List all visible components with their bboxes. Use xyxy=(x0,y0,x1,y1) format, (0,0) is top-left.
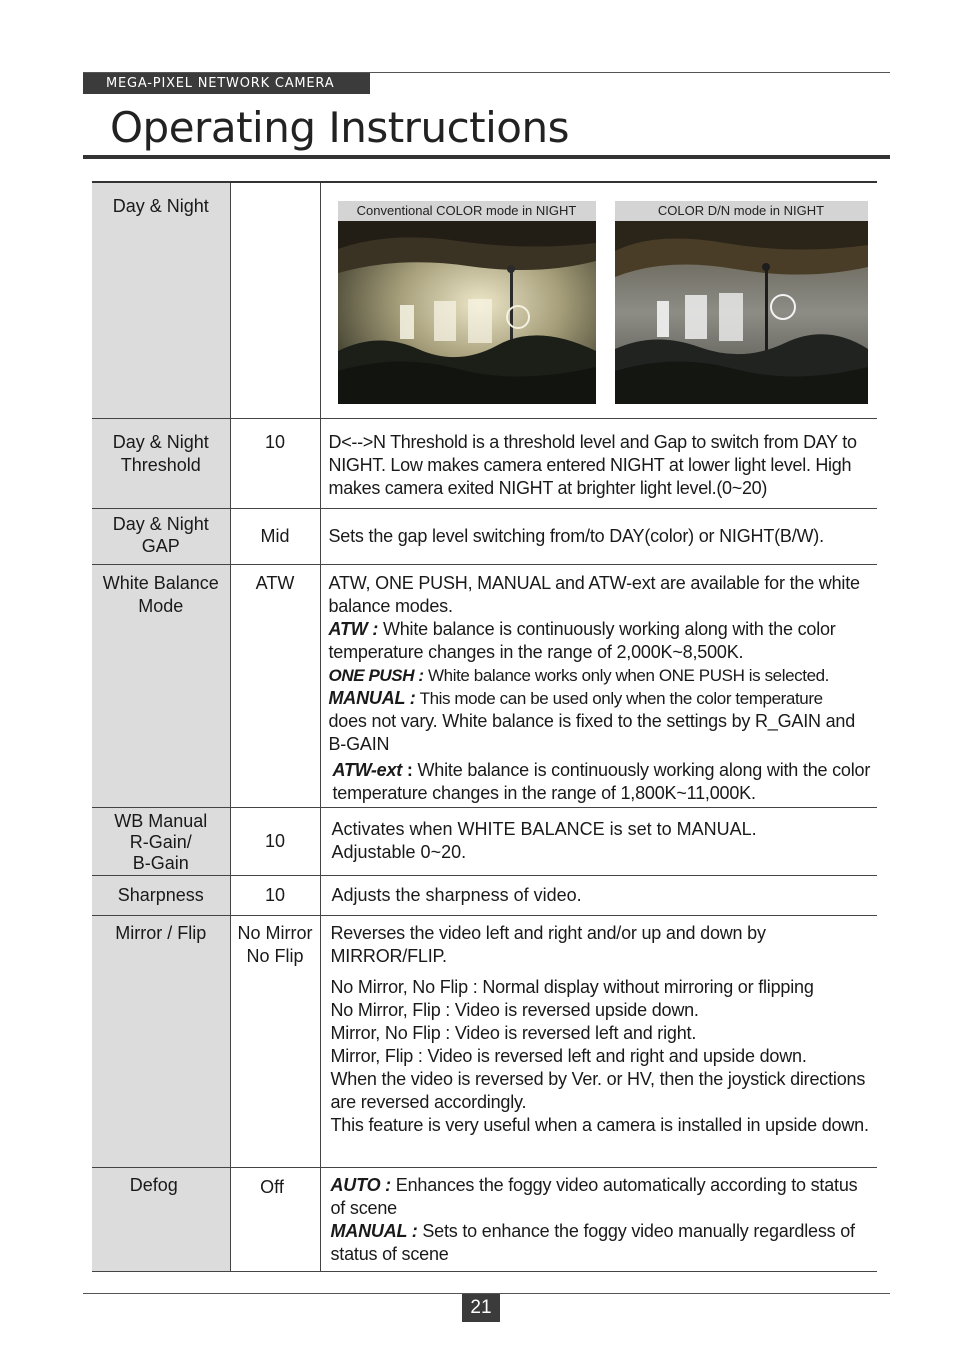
setting-description xyxy=(320,182,877,418)
product-tag: MEGA-PIXEL NETWORK CAMERA xyxy=(83,73,370,94)
description-text: does not vary. White balance is fixed to the settings by R_GAIN and B-GAIN xyxy=(328,710,856,754)
mode-label: MANUAL : xyxy=(330,1220,418,1241)
table-row xyxy=(92,875,877,915)
setting-name xyxy=(92,418,230,508)
description-text: Reverses the video left and right and/or up and down by MIRROR/FLIP. xyxy=(330,922,766,966)
description-text: White balance works only when ONE PUSH is selected. xyxy=(423,665,830,685)
setting-value-text: 10 xyxy=(264,431,286,452)
description-text: This feature is very useful when a camera is installed in upside down. xyxy=(330,1114,869,1135)
setting-name xyxy=(92,875,230,915)
setting-name xyxy=(92,807,230,875)
setting-name xyxy=(92,915,230,1167)
description-text: Mirror, No Flip : Video is reversed left and right. xyxy=(330,1022,697,1043)
setting-name-line: B-Gain xyxy=(132,852,189,873)
table-row xyxy=(92,1167,877,1271)
onepush-description xyxy=(329,664,874,687)
setting-name-line: Threshold xyxy=(120,454,201,475)
table-row xyxy=(92,182,877,418)
setting-name-text: Day & Night xyxy=(112,196,209,216)
setting-value-text: Off xyxy=(260,1176,284,1197)
setting-name-line: WB Manual xyxy=(114,810,208,831)
setting-name-line: Day & Night xyxy=(112,431,209,452)
description-text: Enhances the foggy video automatically according to status of scene xyxy=(330,1174,858,1218)
auto-description xyxy=(331,1174,874,1220)
page-number: 21 xyxy=(462,1294,500,1322)
setting-name xyxy=(92,1167,230,1271)
setting-description xyxy=(320,564,877,807)
setting-value xyxy=(230,1167,320,1271)
setting-name xyxy=(92,564,230,807)
setting-name xyxy=(92,182,230,418)
conventional-night-image xyxy=(338,201,596,404)
setting-value-text: Mid xyxy=(260,525,290,546)
description-text: Sets to enhance the foggy video manually regardless of status of scene xyxy=(330,1220,855,1264)
setting-name-line: GAP xyxy=(141,535,180,556)
setting-description xyxy=(320,418,877,508)
description-text: ATW, ONE PUSH, MANUAL and ATW-ext are available for the white balance modes. xyxy=(328,572,860,616)
mode-label: ATW : xyxy=(328,618,379,639)
setting-name-line: R-Gain/ xyxy=(129,831,192,852)
night-photo-conventional xyxy=(338,221,596,404)
setting-value-line: No Mirror xyxy=(237,922,313,943)
setting-value xyxy=(230,564,320,807)
description-text: Mirror, Flip : Video is reversed left and right and upside down. xyxy=(330,1045,807,1066)
setting-value-text: 10 xyxy=(264,830,286,851)
settings-table xyxy=(92,181,877,1272)
setting-name-line: Day & Night xyxy=(112,513,209,534)
description-text: White balance is continuously working along with the color temperature changes in the range of 1,800K~11,000K. xyxy=(332,759,871,803)
setting-name-line: White Balance xyxy=(102,572,219,593)
image-caption: Conventional COLOR mode in NIGHT xyxy=(338,201,596,221)
manual-description xyxy=(331,1220,874,1266)
setting-description xyxy=(320,875,877,915)
description-text: Activates when WHITE BALANCE is set to MANUAL. xyxy=(331,819,757,839)
setting-description xyxy=(320,508,877,564)
description-text: Adjusts the sharpness of video. xyxy=(331,884,582,905)
description-text: No Mirror, No Flip : Normal display without mirroring or flipping xyxy=(330,976,814,997)
table-row xyxy=(92,508,877,564)
setting-name-line: Mode xyxy=(138,595,184,616)
setting-value-line: No Flip xyxy=(246,945,304,966)
image-caption: COLOR D/N mode in NIGHT xyxy=(615,201,868,221)
setting-description xyxy=(320,915,877,1167)
setting-value-text: 10 xyxy=(264,884,286,905)
description-text: Sets the gap level switching from/to DAY(color) or NIGHT(B/W). xyxy=(328,525,824,546)
description-text: Adjustable 0~20. xyxy=(331,842,467,862)
setting-value xyxy=(230,915,320,1167)
description-text: D<-->N Threshold is a threshold level and Gap to switch from DAY to NIGHT. Low makes camera entered NIGHT at lower light level. High makes camera exited NIGHT at brighter light level.(0~20) xyxy=(328,431,857,498)
label-colon: : xyxy=(402,759,413,780)
setting-name-text: Sharpness xyxy=(117,884,204,905)
mode-label: AUTO : xyxy=(330,1174,391,1195)
setting-value xyxy=(230,508,320,564)
page-title: Operating Instructions xyxy=(110,103,569,152)
description-text: When the video is reversed by Ver. or HV, then the joystick directions are reversed accordingly. xyxy=(330,1068,866,1112)
setting-name xyxy=(92,508,230,564)
setting-value xyxy=(230,418,320,508)
setting-value xyxy=(230,807,320,875)
night-photo-color-dn xyxy=(615,221,868,404)
setting-value-text: ATW xyxy=(255,572,295,593)
setting-description xyxy=(320,807,877,875)
title-rule xyxy=(83,155,890,159)
description-text: This mode can be used only when the color temperature xyxy=(415,688,823,708)
description-text: White balance is continuously working along with the color temperature changes in the range of 2,000K~8,500K. xyxy=(328,618,836,662)
setting-value xyxy=(230,875,320,915)
table-row xyxy=(92,807,877,875)
setting-description xyxy=(320,1167,877,1271)
color-dn-night-image xyxy=(615,201,868,404)
table-row xyxy=(92,915,877,1167)
mode-label: MANUAL : xyxy=(328,687,416,708)
description-text: No Mirror, Flip : Video is reversed upside down. xyxy=(330,999,699,1020)
mode-label: ONE PUSH : xyxy=(328,665,424,685)
manual-description xyxy=(329,687,874,710)
table-row xyxy=(92,418,877,508)
day-night-comparison xyxy=(321,183,878,416)
setting-value xyxy=(230,182,320,418)
setting-name-text: Mirror / Flip xyxy=(115,922,207,943)
atw-description xyxy=(329,618,874,664)
setting-name-text: Defog xyxy=(129,1174,178,1195)
atwext-description xyxy=(329,759,874,805)
table-row xyxy=(92,564,877,807)
mode-label: ATW-ext xyxy=(332,759,403,780)
